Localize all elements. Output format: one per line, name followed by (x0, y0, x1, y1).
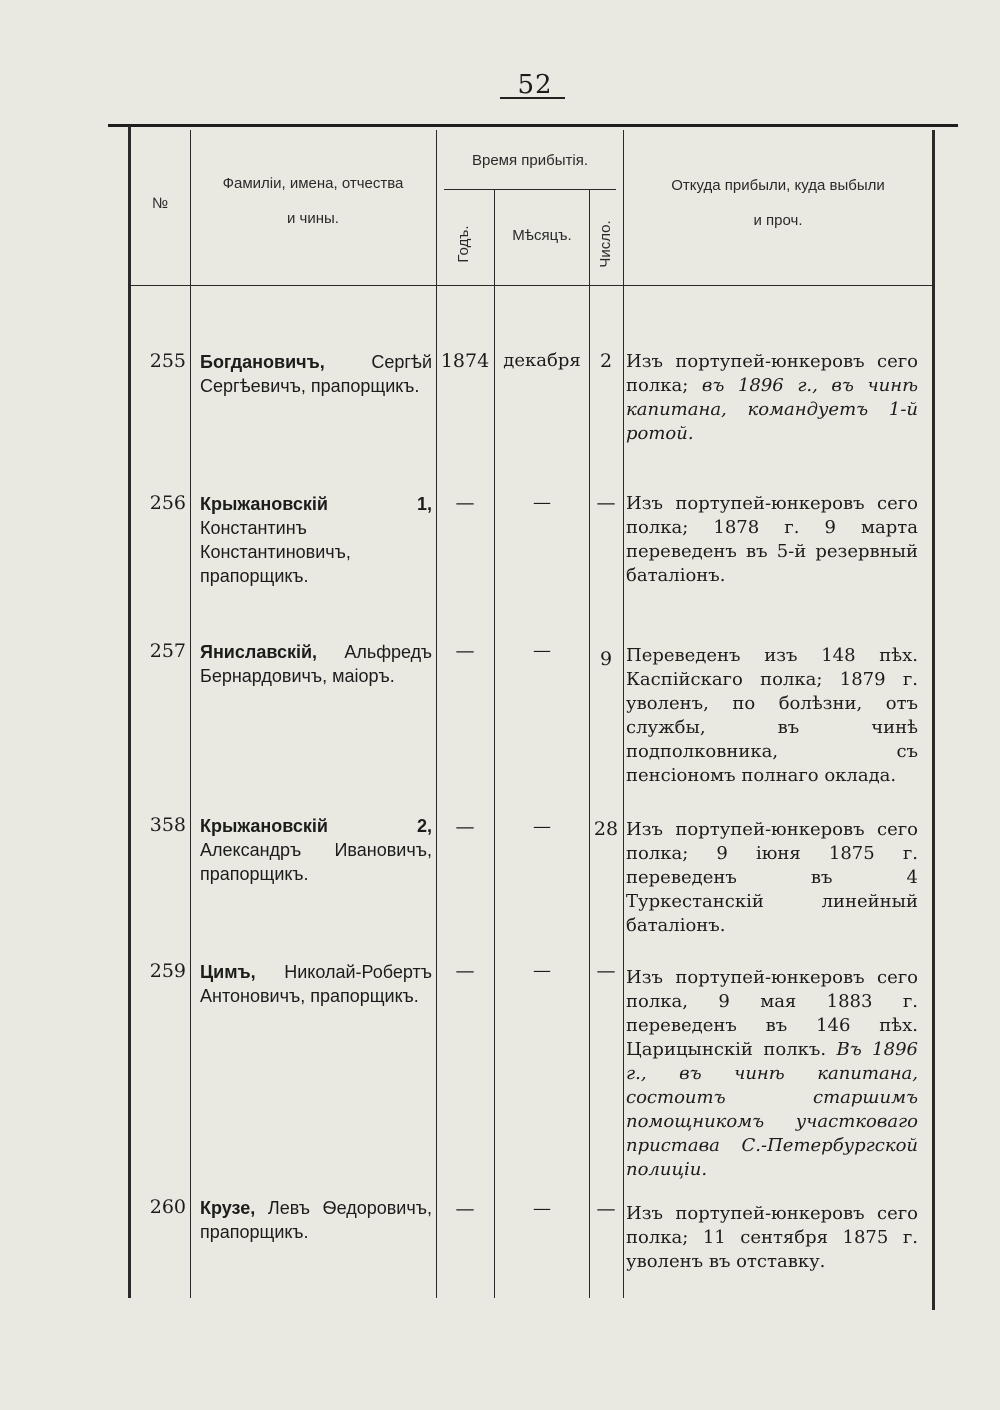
row-year: — (455, 816, 475, 838)
row-name-rest: Константинъ Константиновичъ, прапорщикъ. (200, 518, 351, 586)
row-month: — (533, 640, 551, 661)
row-name (200, 814, 432, 886)
row-month: — (533, 492, 551, 513)
row-year: — (455, 640, 475, 662)
row-name-rest: Николай-Робертъ Антоновичъ, прапорщикъ. (200, 962, 432, 1006)
row-note-plain: Изъ портупей-юнкеровъ сего полка; 11 сентября 1875 г. уволенъ въ отставку. (626, 1203, 918, 1272)
header-col-day: Число. (597, 220, 614, 268)
table-right-border (932, 130, 935, 1310)
column-divider-number (190, 130, 191, 1298)
row-note (626, 1202, 918, 1274)
row-note-plain: Переведенъ изъ 148 пѣх. Каспійскаго полка; 1879 г. уволенъ, по болѣзни, отъ службы, въ чинѣ подполковника, съ пенсіономъ полнаго оклада. (626, 645, 918, 786)
row-surname: Цимъ, (200, 962, 256, 982)
arrival-header-rule (444, 189, 616, 190)
row-note-italic: въ 1896 г., въ чинѣ капитана, командуетъ 1-й ротой. (626, 375, 918, 444)
row-surname: Яниславскій, (200, 642, 318, 662)
header-col-year: Годъ. (455, 225, 472, 263)
row-surname: Крыжановскій 2, (200, 816, 432, 836)
row-year: — (455, 960, 475, 982)
header-col-notes-line2: и проч. (753, 211, 803, 229)
row-note-plain: Изъ портупей-юнкеровъ сего полка; 9 іюня 1875 г. переведенъ въ 4 Туркестанскій линейный баталіонъ. (626, 819, 918, 936)
row-note-plain: Изъ портупей-юнкеровъ сего полка; (626, 351, 918, 396)
row-name-rest: Левъ Ѳедоровичъ, прапорщикъ. (200, 1198, 432, 1242)
row-name-rest: Сергѣй Сергѣевичъ, прапорщикъ. (200, 352, 432, 396)
header-col-notes (626, 172, 930, 235)
row-number: 256 (149, 492, 186, 514)
table-left-border (128, 126, 131, 1298)
header-col-number: № (151, 195, 169, 212)
row-number: 259 (149, 960, 186, 982)
row-name-rest: Альфредъ Бернардовичъ, маіоръ. (200, 642, 432, 686)
row-day: 28 (593, 818, 619, 840)
row-note (626, 350, 918, 446)
row-note-italic: Въ 1896 г., въ чинѣ капитана, состоитъ старшимъ помощникомъ участковаго пристава С.-Петербургской полиціи. (626, 1039, 918, 1180)
row-name (200, 960, 432, 1008)
header-bottom-rule (129, 285, 933, 286)
row-note (626, 966, 918, 1182)
row-number: 257 (149, 640, 186, 662)
row-name-rest: Александръ Ивановичъ, прапорщикъ. (200, 840, 432, 884)
row-day: — (596, 960, 616, 982)
row-name (200, 1196, 432, 1244)
header-col-month: Мѣсяцъ. (512, 227, 572, 244)
column-divider-day (623, 130, 624, 1298)
row-name (200, 492, 432, 588)
row-note (626, 818, 918, 938)
row-day: 2 (599, 350, 613, 372)
row-note-plain: Изъ портупей-юнкеровъ сего полка, 9 мая 1883 г. переведенъ въ 146 пѣх. Царицынскій полкъ. (626, 967, 918, 1060)
row-month: — (533, 1198, 551, 1219)
column-divider-name (436, 130, 437, 1298)
row-day: 9 (599, 648, 613, 670)
row-surname: Крыжановскій 1, (200, 494, 432, 514)
row-year: — (455, 492, 475, 514)
row-year: — (455, 1198, 475, 1220)
row-month: — (533, 816, 551, 837)
row-day: — (596, 492, 616, 514)
row-number: 255 (149, 350, 186, 372)
row-name (200, 640, 432, 688)
header-col-name (192, 170, 434, 233)
row-surname: Крузе, (200, 1198, 256, 1218)
header-col-name-line1: Фамиліи, имена, отчества (222, 175, 404, 192)
row-day: — (596, 1198, 616, 1220)
top-rule (108, 124, 958, 127)
page-number: 52 (517, 70, 553, 100)
row-number: 260 (149, 1196, 186, 1218)
header-col-arrival: Время прибытія. (471, 152, 588, 169)
row-note (626, 492, 918, 588)
row-month: — (533, 960, 551, 981)
row-year: 1874 (440, 350, 490, 372)
row-note-plain: Изъ портупей-юнкеровъ сего полка; 1878 г. 9 марта переведенъ въ 5-й резервный баталіонъ. (626, 493, 918, 586)
row-note (626, 644, 918, 788)
row-surname: Богдановичъ, (200, 352, 325, 372)
row-month: декабря (503, 350, 581, 371)
header-col-name-line2: и чины. (287, 209, 339, 227)
page-number-underline (500, 97, 565, 99)
row-name (200, 350, 432, 398)
row-number: 358 (149, 814, 186, 836)
header-col-notes-line1: Откуда прибыли, куда выбыли (671, 177, 885, 194)
